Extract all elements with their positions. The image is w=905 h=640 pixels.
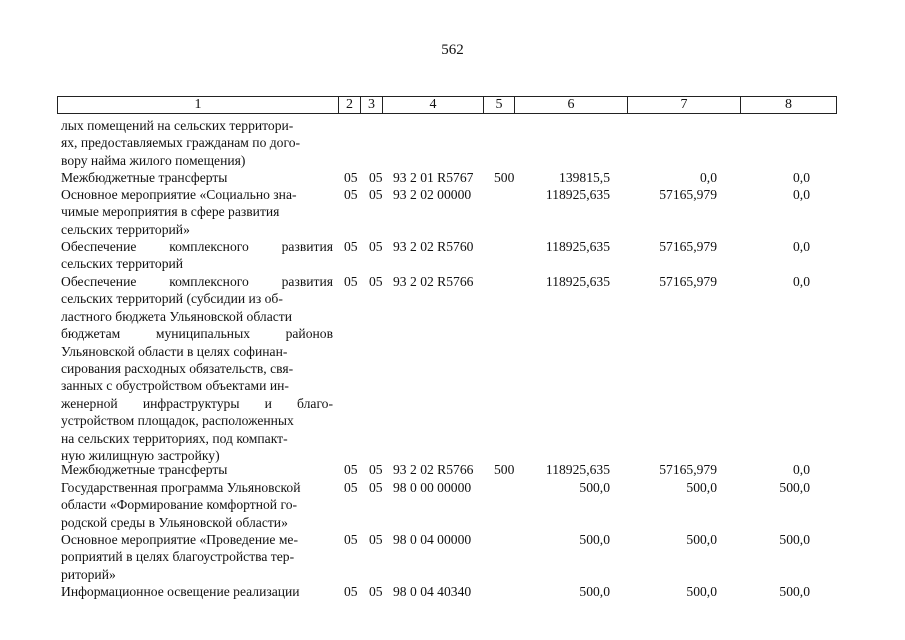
description-line: устройством площадок, расположенных: [61, 413, 294, 429]
cell-c4: 98 0 04 00000: [393, 532, 472, 547]
cell-c5: 500: [494, 170, 515, 185]
cell-c3: 05: [369, 584, 383, 599]
cell-c2: 05: [344, 462, 358, 477]
cell-c7: 57165,979: [659, 239, 717, 254]
cell-c8: 0,0: [793, 462, 810, 477]
description-line: Межбюджетные трансферты: [61, 462, 228, 477]
description-line: чимые мероприятия в сфере развития: [61, 204, 280, 220]
description-line: ную жилищную застройку): [61, 448, 220, 464]
description-line: на сельских территориях, под компакт-: [61, 430, 288, 446]
cell-c3: 05: [369, 480, 383, 495]
cell-c7: 57165,979: [659, 462, 717, 477]
description-line: сельских территорий»: [61, 221, 190, 237]
cell-c2: 05: [344, 532, 358, 547]
page-number: 562: [441, 42, 464, 58]
cell-c3: 05: [369, 274, 383, 289]
cell-c3: 05: [369, 170, 383, 185]
description-line: Государственная программа Ульяновской: [61, 480, 301, 495]
cell-c8: 500,0: [779, 480, 810, 495]
description-line: лых помещений на сельских территори-: [61, 118, 294, 133]
row-description: [61, 186, 333, 238]
row-description: [61, 583, 333, 600]
description-line: области «Формирование комфортной го-: [61, 497, 298, 513]
column-header-4: 4: [383, 97, 484, 114]
description-line: женерной инфраструктуры и благо-: [61, 395, 333, 411]
row-description: [61, 531, 333, 583]
description-line: сирования расходных обязательств, свя-: [61, 361, 294, 377]
column-header-table: [57, 96, 837, 114]
cell-c7: 57165,979: [659, 187, 717, 202]
column-header-8: 8: [741, 97, 837, 114]
column-header-7: 7: [628, 97, 741, 114]
column-header-3: 3: [361, 97, 383, 114]
cell-c4: 98 0 00 00000: [393, 480, 472, 495]
cell-c7: 500,0: [686, 532, 717, 547]
cell-c5: 500: [494, 462, 515, 477]
cell-c7: 0,0: [700, 170, 717, 185]
column-header-row: [58, 97, 837, 114]
row-description: [61, 117, 333, 169]
column-header-5: 5: [484, 97, 515, 114]
cell-c2: 05: [344, 187, 358, 202]
cell-c7: 500,0: [686, 480, 717, 495]
description-line: сельских территорий: [61, 256, 184, 272]
description-line: роприятий в целях благоустройства тер-: [61, 549, 295, 565]
cell-c6: 118925,635: [545, 187, 610, 202]
cell-c7: 500,0: [686, 584, 717, 599]
cell-c4: 98 0 04 40340: [393, 584, 472, 599]
description-line: Основное мероприятие «Проведение ме-: [61, 532, 298, 547]
cell-c4: 93 2 02 R5760: [393, 239, 474, 254]
cell-c3: 05: [369, 239, 383, 254]
description-line: занных с обустройством объектами ин-: [61, 378, 289, 394]
row-description: [61, 238, 333, 273]
cell-c8: 0,0: [793, 170, 810, 185]
cell-c4: 93 2 02 R5766: [393, 274, 474, 289]
row-description: [61, 461, 333, 478]
cell-c6: 118925,635: [545, 462, 610, 477]
description-line: Информационное освещение реализации: [61, 584, 300, 599]
cell-c6: 118925,635: [545, 274, 610, 289]
cell-c2: 05: [344, 274, 358, 289]
cell-c2: 05: [344, 170, 358, 185]
description-line: ластного бюджета Ульяновской области: [61, 308, 292, 324]
description-line: риторий»: [61, 566, 116, 582]
cell-c3: 05: [369, 462, 383, 477]
description-line: Межбюджетные трансферты: [61, 170, 228, 185]
column-header-6: 6: [515, 97, 628, 114]
description-line: бюджетам муниципальных районов: [61, 326, 333, 342]
description-line: вору найма жилого помещения): [61, 152, 246, 168]
cell-c2: 05: [344, 480, 358, 495]
description-line: Обеспечение комплексного развития: [61, 239, 333, 254]
cell-c3: 05: [369, 187, 383, 202]
cell-c6: 500,0: [579, 480, 610, 495]
cell-c7: 57165,979: [659, 274, 717, 289]
description-line: Ульяновской области в целях софинан-: [61, 343, 288, 359]
cell-c6: 500,0: [579, 584, 610, 599]
description-line: сельских территорий (субсидии из об-: [61, 291, 283, 307]
description-line: Основное мероприятие «Социально зна-: [61, 187, 297, 202]
cell-c6: 118925,635: [545, 239, 610, 254]
cell-c8: 0,0: [793, 187, 810, 202]
cell-c8: 0,0: [793, 274, 810, 289]
cell-c6: 500,0: [579, 532, 610, 547]
row-description: [61, 169, 333, 186]
cell-c8: 0,0: [793, 239, 810, 254]
cell-c4: 93 2 01 R5767: [393, 170, 474, 185]
cell-c2: 05: [344, 584, 358, 599]
cell-c3: 05: [369, 532, 383, 547]
description-line: Обеспечение комплексного развития: [61, 274, 333, 289]
cell-c8: 500,0: [779, 532, 810, 547]
cell-c4: 93 2 02 00000: [393, 187, 472, 202]
column-header-2: 2: [339, 97, 361, 114]
description-line: родской среды в Ульяновской области»: [61, 514, 288, 530]
cell-c2: 05: [344, 239, 358, 254]
description-line: ях, предоставляемых гражданам по дого-: [61, 135, 301, 151]
column-header-1: 1: [58, 97, 339, 114]
cell-c4: 93 2 02 R5766: [393, 462, 474, 477]
row-description: [61, 273, 333, 464]
cell-c8: 500,0: [779, 584, 810, 599]
cell-c6: 139815,5: [559, 170, 610, 185]
row-description: [61, 479, 333, 531]
